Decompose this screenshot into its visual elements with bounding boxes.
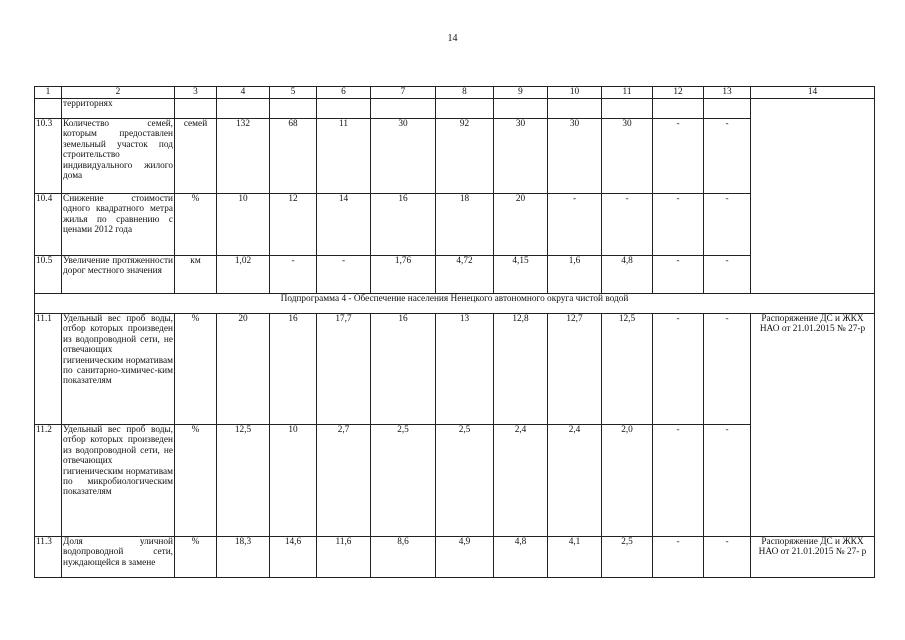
value-cell: 4,8 [494, 537, 548, 578]
value-cell: 14,6 [270, 537, 317, 578]
value-cell: 68 [270, 119, 317, 194]
value-cell: 16 [270, 314, 317, 425]
value-cell: 8,6 [371, 537, 436, 578]
value-cell: 2,5 [602, 537, 653, 578]
value-cell: - [548, 194, 602, 256]
value-cell: - [602, 194, 653, 256]
header-cell: 14 [751, 87, 875, 99]
page-number: 14 [447, 33, 458, 44]
value-cell: 4,8 [602, 256, 653, 294]
value-cell: 2,5 [436, 425, 494, 537]
value-cell: 4,1 [548, 537, 602, 578]
table-row [35, 537, 875, 578]
value-cell: 1,02 [217, 256, 270, 294]
table-header-row [35, 87, 875, 99]
header-cell: 8 [436, 87, 494, 99]
header-cell: 3 [175, 87, 217, 99]
header-cell: 13 [704, 87, 751, 99]
row-description: Удельный вес проб воды, отбор которых произведен из водопроводной сети, не отвечающих гигиеническим нормативам по микробиологическим показателям [62, 425, 175, 537]
value-cell: - [704, 119, 751, 194]
header-cell: 2 [62, 87, 175, 99]
row-unit: % [175, 314, 217, 425]
value-cell: 14 [317, 194, 371, 256]
header-cell: 11 [602, 87, 653, 99]
value-cell: - [704, 425, 751, 537]
row-unit: % [175, 194, 217, 256]
header-cell: 10 [548, 87, 602, 99]
row-number: 10.3 [35, 119, 62, 194]
header-cell: 1 [35, 87, 62, 99]
row-unit: % [175, 425, 217, 537]
value-cell: 12,8 [494, 314, 548, 425]
row-number: 11.3 [35, 537, 62, 578]
value-cell: 10 [217, 194, 270, 256]
value-cell: - [317, 256, 371, 294]
header-cell: 5 [270, 87, 317, 99]
value-cell: 13 [436, 314, 494, 425]
value-cell: 17,7 [317, 314, 371, 425]
value-cell: 2,4 [548, 425, 602, 537]
row-unit: семей [175, 119, 217, 194]
legal-reference: Распоряжение ДС и ЖКХ НАО от 21.01.2015 № 27-р [751, 314, 875, 537]
value-cell: - [653, 537, 704, 578]
value-cell: 30 [494, 119, 548, 194]
row-number: 11.2 [35, 425, 62, 537]
value-cell: - [704, 314, 751, 425]
value-cell: 2,7 [317, 425, 371, 537]
value-cell: - [270, 256, 317, 294]
blank-note-cell [751, 99, 875, 294]
value-cell: 12,7 [548, 314, 602, 425]
value-cell: - [653, 314, 704, 425]
value-cell: 10 [270, 425, 317, 537]
row-unit: км [175, 256, 217, 294]
table-row [35, 256, 875, 294]
continuation-text: территорнях [62, 99, 175, 119]
value-cell: 92 [436, 119, 494, 194]
row-description: Количество семей, которым предоставлен земельный участок под строительство индивидуального жилого дома [62, 119, 175, 194]
header-cell: 4 [217, 87, 270, 99]
value-cell: 18,3 [217, 537, 270, 578]
value-cell: 16 [371, 314, 436, 425]
table-row [35, 425, 875, 537]
value-cell: 12 [270, 194, 317, 256]
row-number: 11.1 [35, 314, 62, 425]
value-cell: 2,5 [371, 425, 436, 537]
value-cell: 4,15 [494, 256, 548, 294]
value-cell: - [704, 537, 751, 578]
value-cell: - [704, 194, 751, 256]
value-cell: - [653, 256, 704, 294]
value-cell: 2,4 [494, 425, 548, 537]
row-description: Доля уличной водопроводной сети, нуждающейся в замене [62, 537, 175, 578]
value-cell: - [653, 119, 704, 194]
header-cell: 12 [653, 87, 704, 99]
row-description: Увеличение протяженности дорог местного значения [62, 256, 175, 294]
value-cell: - [704, 256, 751, 294]
indicators-table [34, 86, 875, 578]
legal-reference: Распоряжение ДС и ЖКХ НАО от 21.01.2015 № 27- р [751, 537, 875, 578]
value-cell: 4,9 [436, 537, 494, 578]
header-cell: 6 [317, 87, 371, 99]
value-cell: 30 [371, 119, 436, 194]
value-cell: 30 [548, 119, 602, 194]
row-unit: % [175, 537, 217, 578]
row-description: Удельный вес проб воды, отбор которых произведен из водопроводной сети, не отвечающих гигиеническим нормативам по санитарно-химичес-ким показателям [62, 314, 175, 425]
value-cell: 20 [217, 314, 270, 425]
value-cell: 1,6 [548, 256, 602, 294]
table-row [35, 194, 875, 256]
value-cell: 11,6 [317, 537, 371, 578]
subprogram-title: Подпрограмма 4 - Обеспечение населения Ненецкого автономного округа чистой водой [35, 294, 875, 314]
header-cell: 7 [371, 87, 436, 99]
value-cell: 2,0 [602, 425, 653, 537]
value-cell: 12,5 [602, 314, 653, 425]
header-cell: 9 [494, 87, 548, 99]
table-row [35, 314, 875, 425]
value-cell: 30 [602, 119, 653, 194]
value-cell: 20 [494, 194, 548, 256]
row-description: Снижение стоимости одного квадратного метра жилья по сравнению с ценами 2012 года [62, 194, 175, 256]
value-cell: 16 [371, 194, 436, 256]
table-row [35, 119, 875, 194]
value-cell: 4,72 [436, 256, 494, 294]
row-number: 10.5 [35, 256, 62, 294]
subprogram-row [35, 294, 875, 314]
value-cell: - [653, 425, 704, 537]
value-cell: 12,5 [217, 425, 270, 537]
value-cell: 11 [317, 119, 371, 194]
value-cell: - [653, 194, 704, 256]
value-cell: 132 [217, 119, 270, 194]
row-number: 10.4 [35, 194, 62, 256]
table-row [35, 99, 875, 119]
value-cell: 18 [436, 194, 494, 256]
value-cell: 1,76 [371, 256, 436, 294]
